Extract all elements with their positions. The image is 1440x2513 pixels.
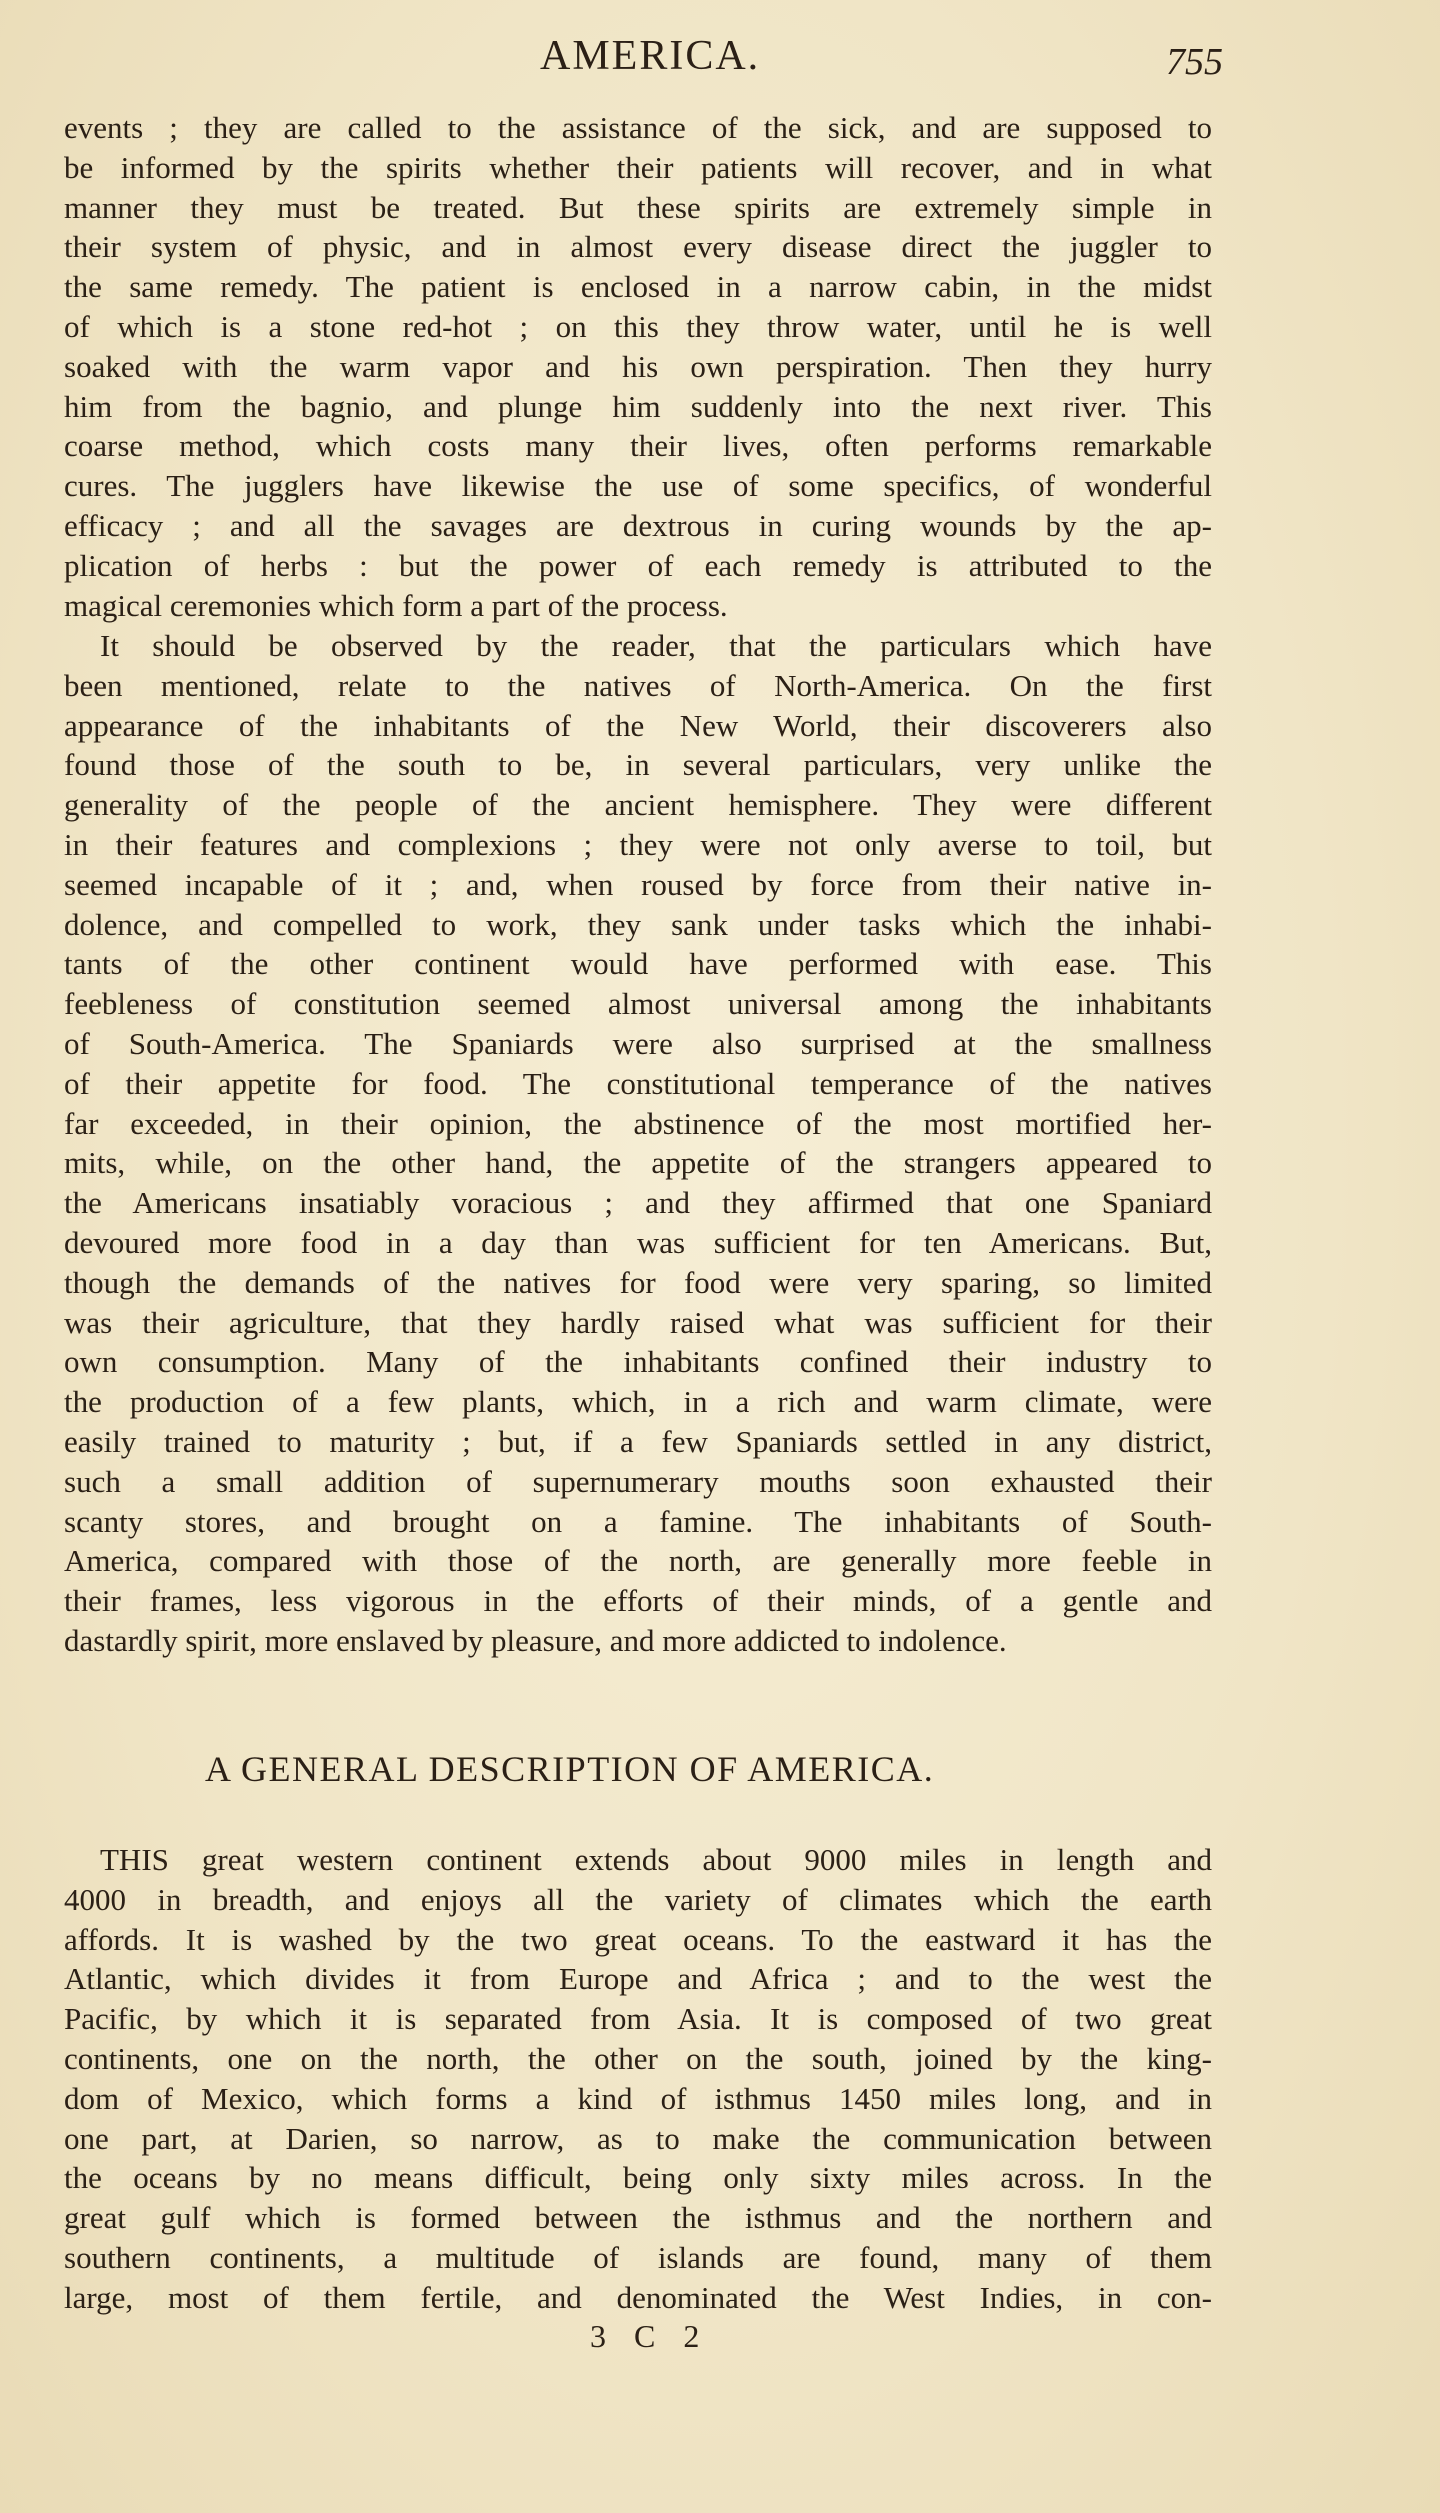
text-line: events ; they are called to the assistance of the sick, and are supposed to	[64, 110, 1212, 145]
text-line: magical ceremonies which form a part of the process.	[64, 587, 728, 623]
text-line: devoured more food in a day than was sufficient for ten Americans. But,	[64, 1224, 1212, 1260]
page-header	[0, 30, 1440, 90]
text-line: such a small addition of supernumerary mouths soon exhausted their	[64, 1463, 1212, 1499]
text-line: the same remedy. The patient is enclosed in a narrow cabin, in the midst	[64, 269, 1212, 305]
text-line: plication of herbs : but the power of each remedy is attributed to the	[64, 547, 1212, 583]
text-line: southern continents, a multitude of islands are found, many of them	[64, 2239, 1212, 2275]
text-line: cures. The jugglers have likewise the use of some specifics, of wonderful	[64, 468, 1212, 504]
text-line: of South-America. The Spaniards were also surprised at the smallness	[64, 1025, 1212, 1061]
text-line: their frames, less vigorous in the efforts of their minds, of a gentle and	[64, 1583, 1212, 1619]
text-line: the Americans insatiably voracious ; and they affirmed that one Spaniard	[64, 1185, 1212, 1221]
text-line: great gulf which is formed between the isthmus and the northern and	[64, 2200, 1212, 2236]
text-line: dastardly spirit, more enslaved by pleasure, and more addicted to indolence.	[64, 1622, 1007, 1658]
text-line: generality of the people of the ancient hemisphere. They were different	[64, 787, 1212, 823]
text-line: It should be observed by the reader, that the particulars which have	[100, 628, 1212, 663]
text-line: affords. It is washed by the two great oceans. To the eastward it has the	[64, 1921, 1212, 1957]
text-line: America, compared with those of the north, are generally more feeble in	[64, 1543, 1212, 1579]
text-line: far exceeded, in their opinion, the abstinence of the most mortified her-	[64, 1105, 1212, 1141]
text-line: THIS great western continent extends about 9000 miles in length and	[100, 1842, 1212, 1877]
text-line: appearance of the inhabitants of the New World, their discoverers also	[64, 707, 1212, 743]
text-line: dolence, and compelled to work, they sank under tasks which the inhabi-	[64, 906, 1212, 942]
text-line: coarse method, which costs many their lives, often performs remarkable	[64, 428, 1212, 464]
section-title: A GENERAL DESCRIPTION OF AMERICA.	[205, 1749, 935, 1789]
text-line: scanty stores, and brought on a famine. The inhabitants of South-	[64, 1503, 1212, 1539]
text-line: their system of physic, and in almost every disease direct the juggler to	[64, 229, 1212, 265]
text-line: the production of a few plants, which, in a rich and warm climate, were	[64, 1384, 1212, 1420]
text-line: feebleness of constitution seemed almost universal among the inhabitants	[64, 986, 1212, 1022]
text-line: efficacy ; and all the savages are dextrous in curing wounds by the ap-	[64, 507, 1212, 543]
text-line: the oceans by no means difficult, being only sixty miles across. In the	[64, 2160, 1212, 2196]
text-line: was their agriculture, that they hardly raised what was sufficient for their	[64, 1304, 1212, 1340]
text-line: in their features and complexions ; they were not only averse to toil, but	[64, 826, 1212, 862]
text-line: though the demands of the natives for food were very sparing, so limited	[64, 1264, 1212, 1300]
paragraph-juggler-remedies	[64, 108, 1212, 625]
text-line: Pacific, by which it is separated from Asia. It is composed of two great	[64, 2001, 1212, 2037]
paragraph-south-america-natives	[64, 626, 1212, 1661]
text-line: tants of the other continent would have performed with ease. This	[64, 946, 1212, 982]
text-line: mits, while, on the other hand, the appetite of the strangers appeared to	[64, 1145, 1212, 1181]
text-line: Atlantic, which divides it from Europe and Africa ; and to the west the	[64, 1961, 1212, 1997]
text-line: continents, one on the north, the other on the south, joined by the king-	[64, 2040, 1212, 2076]
text-line: seemed incapable of it ; and, when roused by force from their native in-	[64, 866, 1212, 902]
signature-mark: 3 C 2	[590, 2318, 710, 2354]
paragraph-general-description	[64, 1840, 1212, 2318]
text-line: been mentioned, relate to the natives of North-America. On the first	[64, 667, 1212, 703]
text-line: him from the bagnio, and plunge him suddenly into the next river. This	[64, 388, 1212, 424]
text-line: large, most of them fertile, and denominated the West Indies, in con-	[64, 2279, 1212, 2315]
text-line: own consumption. Many of the inhabitants confined their industry to	[64, 1344, 1212, 1380]
text-line: easily trained to maturity ; but, if a few Spaniards settled in any district,	[64, 1423, 1212, 1459]
text-line: of which is a stone red-hot ; on this they throw water, until he is well	[64, 308, 1212, 344]
text-line: soaked with the warm vapor and his own perspiration. Then they hurry	[64, 348, 1212, 384]
page-number: 755	[1166, 41, 1223, 83]
running-head: AMERICA.	[540, 33, 761, 79]
text-line: 4000 in breadth, and enjoys all the variety of climates which the earth	[64, 1881, 1212, 1917]
text-line: manner they must be treated. But these spirits are extremely simple in	[64, 189, 1212, 225]
text-line: of their appetite for food. The constitutional temperance of the natives	[64, 1065, 1212, 1101]
text-line: found those of the south to be, in several particulars, very unlike the	[64, 747, 1212, 783]
text-line: dom of Mexico, which forms a kind of isthmus 1450 miles long, and in	[64, 2080, 1212, 2116]
text-line: be informed by the spirits whether their patients will recover, and in what	[64, 149, 1212, 185]
text-line: one part, at Darien, so narrow, as to make the communication between	[64, 2120, 1212, 2156]
